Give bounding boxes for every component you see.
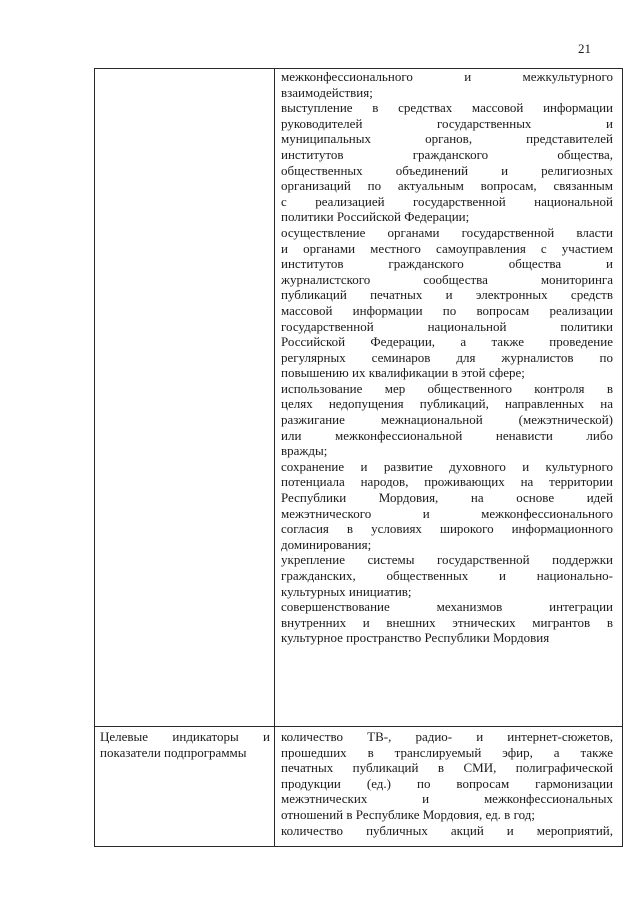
text-line: совершенствование механизмов интеграции	[281, 599, 613, 615]
text-line: гражданских, общественных и национально-	[281, 568, 613, 583]
text-line: институтов гражданского общества и	[281, 256, 613, 272]
text-line: вражды;	[281, 443, 328, 459]
text-line: количество ТВ-, радио- и интернет-сюжетов,	[281, 729, 613, 744]
text-line: с реализацией государственной национальной	[281, 193, 613, 209]
text-line: культурных инициатив;	[281, 583, 412, 599]
text-line: Российской Федерации, а также проведение	[281, 334, 613, 350]
row-divider	[95, 726, 622, 727]
text-line: прошедших в транслируемый эфир, а также	[281, 744, 613, 760]
text-line: целях недопущения публикаций, направленных на	[281, 396, 613, 412]
text-line: организаций по актуальным вопросам, связанным	[281, 178, 613, 194]
measures-cell-text	[281, 69, 613, 646]
text-line: государственной национальной политики	[281, 318, 613, 334]
text-line: массовой информации по вопросам реализации	[281, 302, 613, 318]
text-line: разжигание межнациональной (межэтнической)	[281, 412, 613, 428]
text-line: Целевые индикаторы и	[100, 729, 270, 744]
text-line: показатели подпрограммы	[100, 744, 247, 760]
text-line: отношений в Республике Мордовия, ед. в год;	[281, 806, 535, 822]
text-line: муниципальных органов, представителей	[281, 131, 613, 147]
text-line: повышению их квалификации в этой сфере;	[281, 365, 525, 381]
text-line: доминирования;	[281, 536, 372, 552]
target-indicators-cell-text	[281, 729, 613, 838]
subprogram-table	[94, 68, 623, 847]
text-line: внутренних и внешних этнических мигрантов в	[281, 614, 613, 630]
text-line: политики Российской Федерации;	[281, 209, 470, 225]
text-line: выступление в средствах массовой информации	[281, 100, 613, 116]
text-line: укрепление системы государственной поддержки	[281, 552, 613, 568]
text-line: межэтнических и межконфессиональных	[281, 791, 613, 807]
text-line: общественных объединений и религиозных	[281, 162, 613, 178]
text-line: количество публичных акций и мероприятий,	[281, 822, 613, 838]
column-divider	[274, 69, 275, 846]
text-line: публикаций печатных и электронных средств	[281, 287, 613, 303]
text-line: межконфессионального и межкультурного	[281, 69, 613, 84]
text-line: межэтнического и межконфессионального	[281, 505, 613, 521]
text-line: взаимодействия;	[281, 84, 373, 100]
text-line: институтов гражданского общества,	[281, 146, 613, 162]
text-line: культурное пространство Республики Мордовия	[281, 630, 550, 646]
text-line: регулярных семинаров для журналистов по	[281, 349, 613, 365]
text-line: Республики Мордовия, на основе идей	[281, 490, 613, 506]
text-line: печатных публикаций в СМИ, полиграфической	[281, 760, 613, 776]
text-line: согласия в условиях широкого информационного	[281, 521, 613, 537]
text-line: использование мер общественного контроля в	[281, 380, 613, 396]
text-line: руководителей государственных и	[281, 115, 613, 131]
text-line: осуществление органами государственной власти	[281, 224, 613, 240]
page-number: 21	[578, 41, 591, 56]
text-line: продукции (ед.) по вопросам гармонизации	[281, 775, 613, 791]
text-line: и органами местного самоуправления с участием	[281, 240, 613, 256]
text-line: журналистского сообщества мониторинга	[281, 271, 613, 287]
text-line: потенциала народов, проживающих на территории	[281, 474, 613, 490]
text-line: сохранение и развитие духовного и культурного	[281, 458, 613, 474]
text-line: или межконфессиональной ненависти либо	[281, 427, 613, 443]
target-indicators-label-cell	[100, 729, 270, 760]
